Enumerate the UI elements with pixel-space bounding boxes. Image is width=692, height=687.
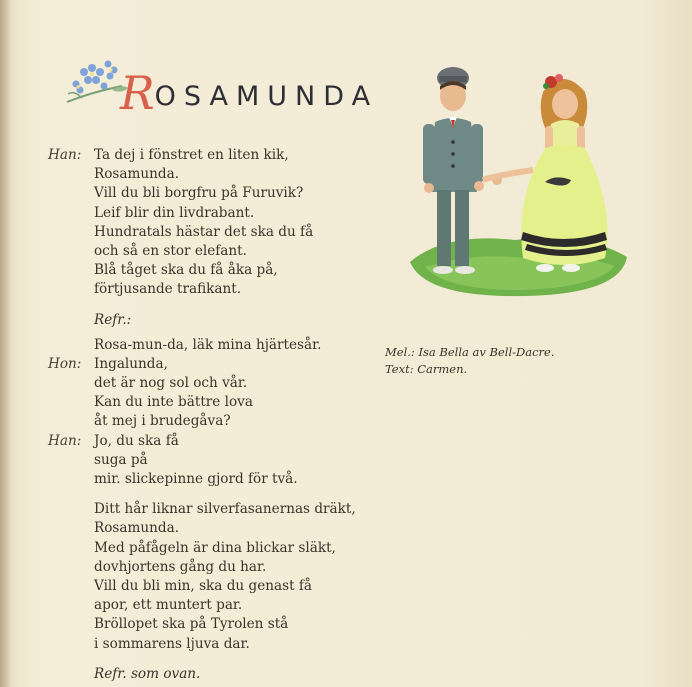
- stanza-2: [48, 500, 398, 654]
- speaker-label: Hon:: [48, 355, 82, 372]
- refrain: [48, 311, 398, 490]
- lyric-row: [48, 374, 398, 393]
- lyric-line: det är nog sol och vår.: [94, 375, 248, 392]
- lyric-line: Rosa-mun-da, läk mina hjärtesår.: [94, 336, 322, 353]
- lyric-row: [48, 615, 398, 634]
- couple-illustration: [405, 62, 635, 302]
- lyric-line: Bröllopet ska på Tyrolen stå: [94, 616, 289, 633]
- lyric-row: [48, 242, 398, 261]
- song-title-block: [62, 52, 422, 122]
- lyric-line: Ta dej i fönstret en liten kik,: [94, 147, 289, 163]
- lyric-row: [48, 280, 398, 299]
- lyric-row: [48, 204, 398, 223]
- lyric-line: suga på: [94, 451, 148, 468]
- lyric-line: dovhjortens gång du har.: [94, 558, 267, 575]
- refrain-label-row: [48, 311, 398, 330]
- lyric-line: Blå tåget ska du få åka på,: [94, 262, 278, 279]
- lyric-row: [48, 500, 398, 519]
- lyric-line: Vill du bli borgfru på Furuvik?: [94, 185, 304, 202]
- lyric-line: Kan du inte bättre lova: [94, 394, 253, 411]
- speaker-label: Han:: [48, 432, 82, 449]
- lyric-line: Leif blir din livdrabant.: [94, 204, 255, 221]
- lyric-line: åt mej i brudegåva?: [94, 413, 231, 430]
- refrain-repeat: Refr. som ovan.: [94, 665, 201, 682]
- lyric-row: [48, 451, 398, 470]
- lyric-row: [48, 470, 398, 489]
- lyric-line: Ingalunda,: [94, 355, 168, 372]
- lyric-row: [48, 355, 398, 374]
- lyric-row: [48, 539, 398, 558]
- lyric-line: Ditt hår liknar silverfasanernas dräkt,: [94, 501, 356, 518]
- lyric-line: och så en stor elefant.: [94, 242, 247, 259]
- lyric-line: mir. slickepinne gjord för två.: [94, 471, 298, 487]
- lyric-line: Vill du bli min, ska du genast få: [94, 577, 312, 594]
- book-spine-shadow: [0, 0, 10, 687]
- lyrics-body: [48, 146, 398, 684]
- refrain-repeat-row: [48, 665, 398, 684]
- lyric-row: [48, 412, 398, 431]
- lyric-row: [48, 261, 398, 280]
- stanza-1: [48, 146, 398, 300]
- lyric-row: [48, 635, 398, 654]
- refrain-label: Refr.:: [94, 311, 132, 328]
- lyric-line: apor, ett muntert par.: [94, 597, 243, 614]
- lyric-row: [48, 519, 398, 538]
- lyric-row: [48, 558, 398, 577]
- lyric-row: [48, 393, 398, 412]
- lyric-line: Rosamunda.: [94, 520, 180, 537]
- title-rest: OSAMUNDA: [154, 81, 379, 112]
- girl-figure: [521, 74, 608, 272]
- lyric-line: i sommarens ljuva dar.: [94, 635, 250, 652]
- text-credit: Text: Carmen.: [385, 362, 468, 376]
- lyric-row: [48, 223, 398, 242]
- lyric-row: [48, 336, 398, 355]
- song-credits: [385, 344, 605, 378]
- lyric-line: Rosamunda.: [94, 166, 180, 183]
- lyric-row: [48, 596, 398, 615]
- melody-credit: Mel.: Isa Bella av Bell-Dacre.: [385, 345, 555, 359]
- lyric-row: [48, 577, 398, 596]
- page-title: [120, 66, 378, 120]
- speaker-label: Han:: [48, 147, 82, 163]
- lyric-row: [48, 432, 398, 451]
- lyric-line: förtjusande trafikant.: [94, 281, 242, 298]
- lyric-line: Jo, du ska få: [94, 432, 179, 449]
- lyric-row: [48, 165, 398, 184]
- lyric-row: [48, 184, 398, 203]
- lyric-row: [48, 146, 398, 165]
- lyric-line: Hundratals hästar det ska du få: [94, 223, 314, 240]
- title-initial: R: [120, 66, 155, 120]
- lyric-line: Med påfågeln är dina blickar släkt,: [94, 539, 336, 556]
